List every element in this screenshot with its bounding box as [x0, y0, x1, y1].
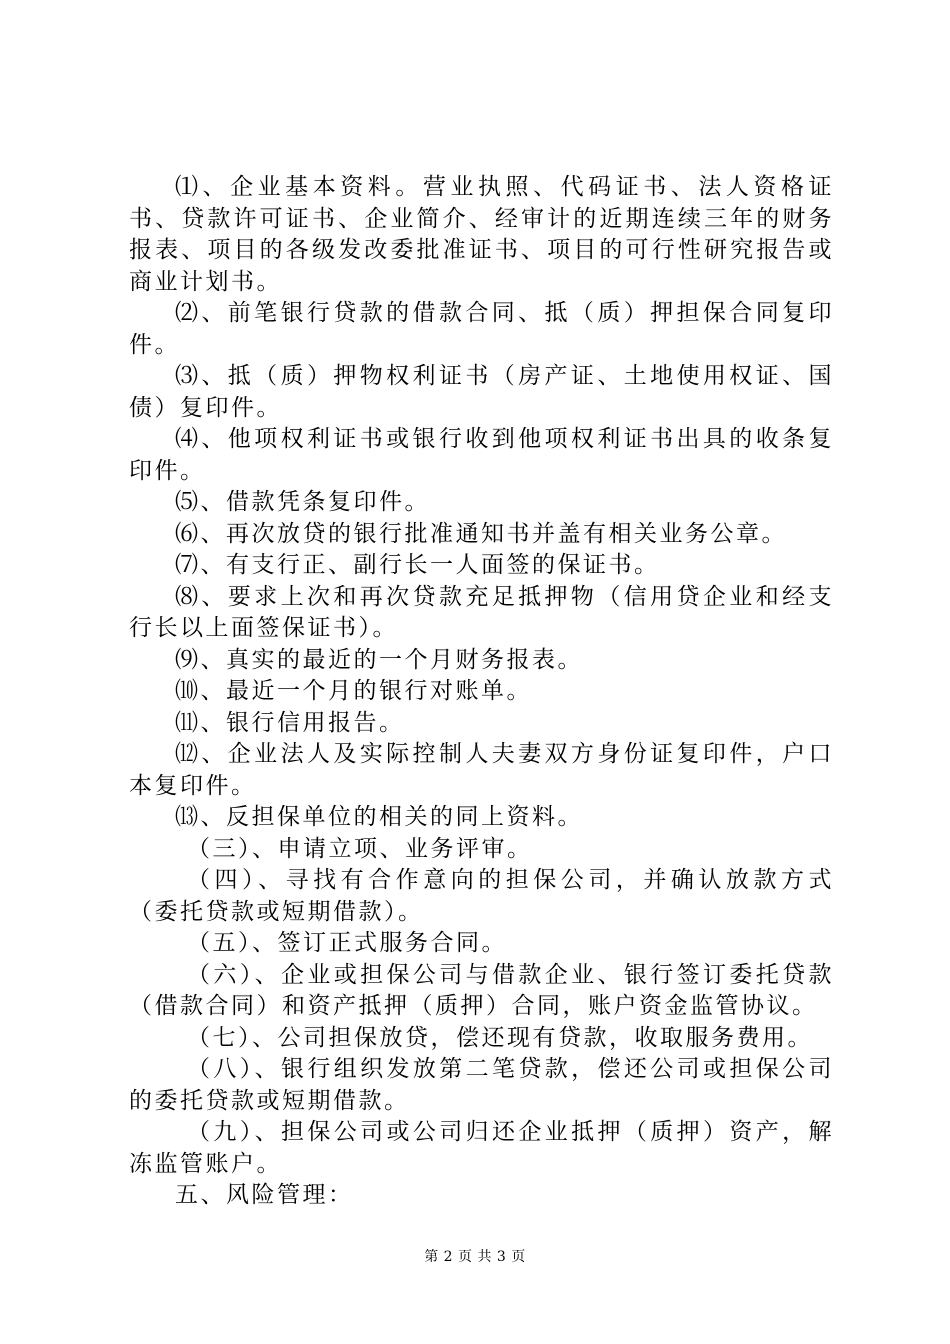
paragraph-item-7: ⑺、有支行正、副行长一人面签的保证书。 — [175, 552, 660, 578]
section-heading-risk-management: 五、风险管理： — [175, 1182, 354, 1208]
paragraph-item-9: ⑼、真实的最近的一个月财务报表。 — [175, 646, 583, 673]
paragraph-item-2: ⑵、前笔银行贷款的借款合同、抵（质）押担保合同复印件。 — [129, 300, 834, 358]
paragraph-step-9: （九）、担保公司或公司归还企业抵押（质押）资产，解冻监管账户。 — [129, 1119, 834, 1177]
paragraph-step-5: （五）、签订正式服务合同。 — [187, 930, 507, 956]
paragraph-item-1: ⑴、企业基本资料。营业执照、代码证书、法人资格证书、贷款许可证书、企业简介、经审计的近期连续三年的财务报表、项目的各级发改委批准证书、项目的可行性研究报告或商业计划书。 — [129, 174, 834, 295]
document-body — [129, 172, 834, 1212]
page-footer — [0, 1246, 950, 1266]
paragraph-item-5: ⑸、借款凭条复印件。 — [175, 489, 430, 515]
paragraph-item-3: ⑶、抵（质）押物权利证书（房产证、土地使用权证、国债）复印件。 — [129, 363, 834, 421]
paragraph-step-3: （三）、申请立项、业务评审。 — [187, 835, 533, 862]
paragraph-item-8: ⑻、要求上次和再次贷款充足抵押物（信用贷企业和经支行长以上面签保证书）。 — [129, 583, 834, 641]
paragraph-step-8: （八）、银行组织发放第二笔贷款，偿还公司或担保公司的委托贷款或短期借款。 — [129, 1056, 834, 1114]
paragraph-item-10: ⑽、最近一个月的银行对账单。 — [175, 678, 532, 704]
paragraph-item-12: ⑿、企业法人及实际控制人夫妻双方身份证复印件，户口本复印件。 — [129, 741, 834, 799]
paragraph-step-4: （四）、寻找有合作意向的担保公司，并确认放款方式（委托贷款或短期借款）。 — [129, 867, 834, 925]
paragraph-item-6: ⑹、再次放贷的银行批准通知书并盖有相关业务公章。 — [175, 520, 787, 547]
paragraph-item-4: ⑷、他项权利证书或银行收到他项权利证书出具的收条复印件。 — [129, 426, 834, 484]
page-number-label: 第 2 页 共 3 页 — [424, 1249, 526, 1265]
paragraph-item-13: ⒀、反担保单位的相关的同上资料。 — [175, 804, 583, 830]
paragraph-step-7: （七）、公司担保放贷，偿还现有贷款，收取服务费用。 — [187, 1024, 813, 1051]
paragraph-step-6: （六）、企业或担保公司与借款企业、银行签订委托贷款（借款合同）和资产抵押（质押）合同，账户资金监管协议。 — [129, 961, 834, 1019]
paragraph-item-11: ⑾、银行信用报告。 — [175, 709, 405, 736]
